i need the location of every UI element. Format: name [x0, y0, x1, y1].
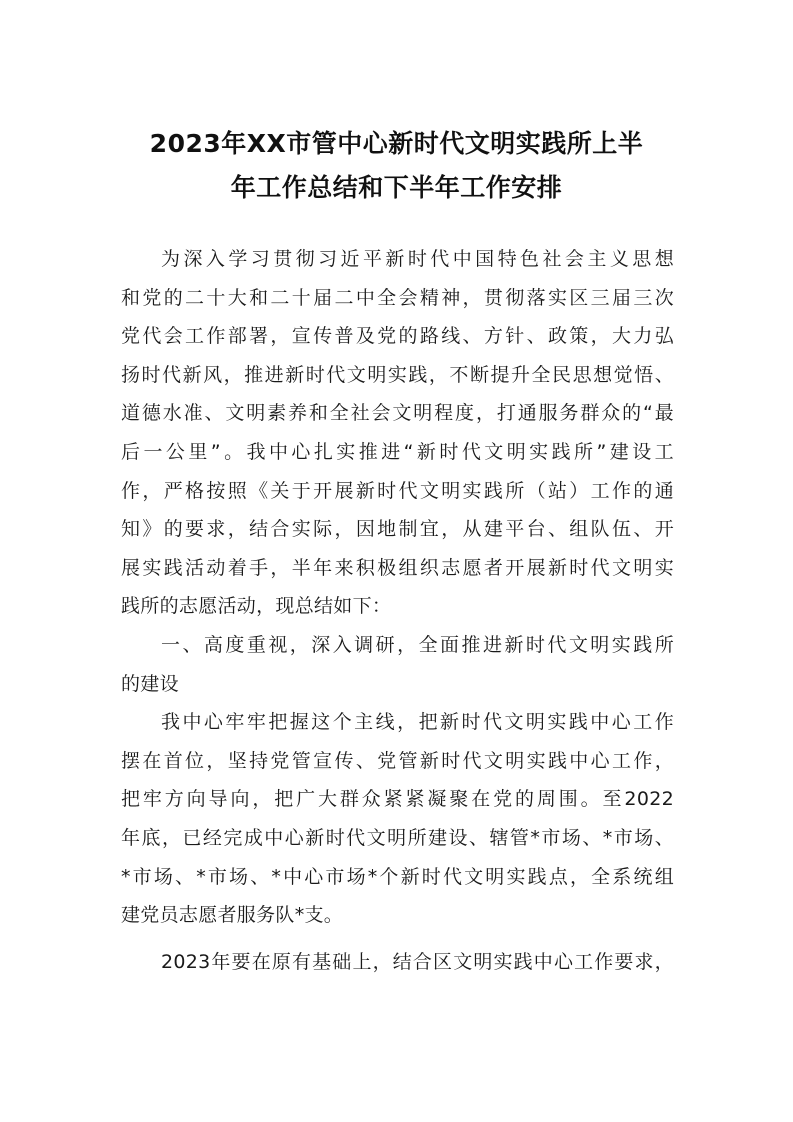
text-line: 践所的志愿活动，现总结如下：: [121, 595, 392, 618]
heading-line: 一、高度重视，深入调研，全面推进新时代文明实践所: [161, 633, 674, 656]
text-line: 把牢方向导向，把广大群众紧紧凝聚在党的周围。至2022: [121, 788, 674, 811]
paragraph-intro: [121, 240, 674, 626]
text-line: 后一公里”。我中心扎实推进“新时代文明实践所”建设工: [121, 440, 674, 463]
paragraph-2023-plan: [121, 943, 674, 982]
paragraph-section-1: [121, 703, 674, 935]
text-line: 我中心牢牢把握这个主线，把新时代文明实践中心工作: [161, 711, 674, 734]
document-title-line-1: 2023年XX市管中心新时代文明实践所上半: [149, 129, 644, 158]
text-line: 作，严格按照《关于开展新时代文明实践所（站）工作的通: [121, 479, 674, 502]
text-line: 建党员志愿者服务队*支。: [121, 904, 344, 927]
text-line: 道德水准、文明素养和全社会文明程度，打通服务群众的“最: [121, 402, 674, 425]
text-line: 摆在首位，坚持党管宣传、党管新时代文明实践中心工作，: [121, 749, 674, 772]
text-line: 年底，已经完成中心新时代文明所建设、辖管*市场、*市场、: [121, 826, 674, 849]
text-line: 展实践活动着手，半年来积极组织志愿者开展新时代文明实: [121, 556, 674, 579]
text-line: 党代会工作部署，宣传普及党的路线、方针、政策，大力弘: [121, 325, 674, 348]
text-line: *市场、*市场、*中心市场*个新时代文明实践点，全系统组: [121, 865, 674, 888]
text-line: 为深入学习贯彻习近平新时代中国特色社会主义思想: [161, 248, 674, 270]
heading-line: 的建设: [121, 672, 179, 695]
text-line: 知》的要求，结合实际，因地制宜，从建平台、组队伍、开: [121, 518, 674, 541]
document-body: [121, 240, 674, 981]
text-line: 和党的二十大和二十届二中全会精神，贯彻落实区三届三次: [121, 286, 674, 309]
document-title-line-2: 年工作总结和下半年工作安排: [230, 173, 563, 202]
section-heading-1: [121, 626, 674, 703]
text-line: 2023年要在原有基础上，结合区文明实践中心工作要求，: [161, 950, 674, 973]
text-line: 扬时代新风，推进新时代文明实践，不断提升全民思想觉悟、: [121, 363, 674, 386]
